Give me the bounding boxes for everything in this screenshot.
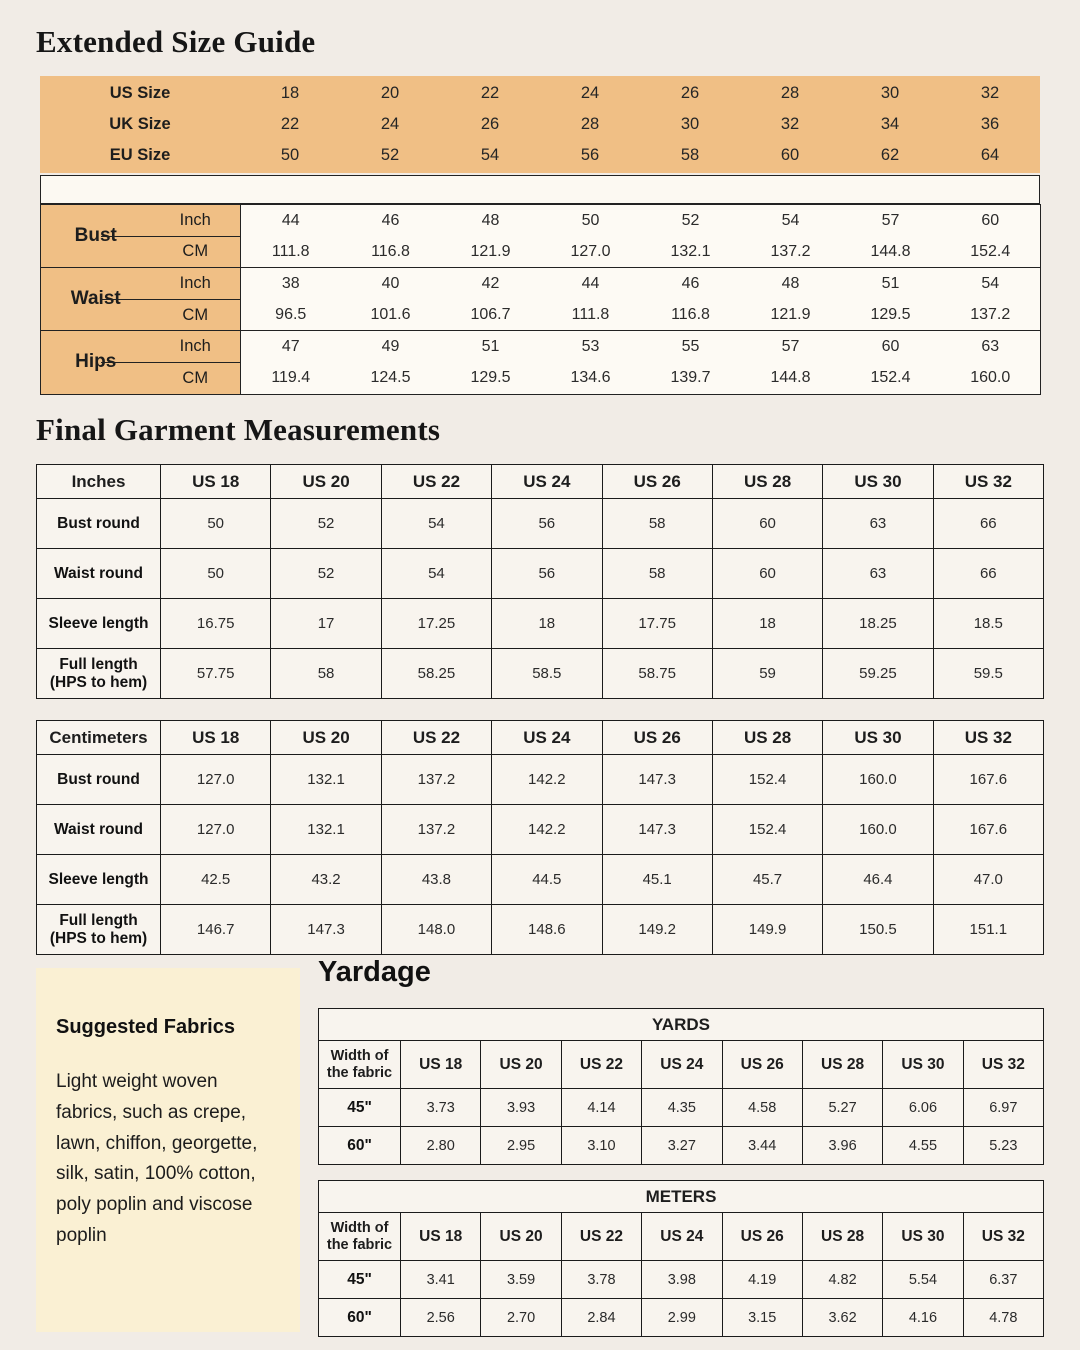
- unit-label-inch: Inch: [151, 205, 241, 237]
- table-row: [37, 499, 1044, 549]
- size-chart-row-label: EU Size: [109, 146, 171, 164]
- suggested-fabrics-box: [36, 968, 300, 1332]
- body-measurement-value: 121.9: [741, 299, 841, 331]
- unit-label-inch: Inch: [151, 268, 241, 300]
- size-column-header: US 32: [933, 465, 1043, 499]
- measurement-value: 151.1: [933, 905, 1043, 955]
- size-column-header: US 26: [602, 465, 712, 499]
- yardage-unit-title: METERS: [319, 1181, 1044, 1213]
- yardage-value: 4.16: [883, 1299, 963, 1337]
- table-corner-label: Width of the fabric: [319, 1213, 401, 1261]
- body-measurement-value: 121.9: [441, 236, 541, 268]
- size-column-header: US 22: [561, 1041, 641, 1089]
- yardage-value: 2.70: [481, 1299, 561, 1337]
- measurement-row-label: Waist round: [37, 549, 161, 599]
- measurement-row-label: Full length (HPS to hem): [37, 905, 161, 955]
- measurement-value: 58: [602, 499, 712, 549]
- body-measurement-value: 144.8: [841, 236, 941, 268]
- yardage-value: 4.14: [561, 1089, 641, 1127]
- size-chart-value: 22: [280, 115, 300, 133]
- measurement-value: 148.0: [381, 905, 491, 955]
- table-header-row: [319, 1213, 1044, 1261]
- size-chart-value: 56: [580, 146, 600, 164]
- body-measurement-value: 137.2: [941, 299, 1041, 331]
- yardage-value: 4.58: [722, 1089, 802, 1127]
- measurement-value: 56: [492, 499, 602, 549]
- measurement-value: 57.75: [161, 649, 271, 699]
- size-column-header: US 24: [642, 1041, 722, 1089]
- garment-measurements-cm-table: [36, 720, 1044, 955]
- yardage-title: Yardage: [318, 956, 431, 988]
- body-measurement-value: 60: [841, 331, 941, 363]
- size-column-header: US 30: [883, 1213, 963, 1261]
- size-chart-value: 30: [680, 115, 700, 133]
- table-header-row: [37, 465, 1044, 499]
- measurement-value: 45.1: [602, 855, 712, 905]
- size-chart-row: [40, 109, 1040, 140]
- body-measurement-value: 139.7: [641, 362, 741, 394]
- fabric-width-label: 60": [319, 1127, 401, 1165]
- body-measurement-value: 111.8: [541, 299, 641, 331]
- body-measurement-value: 116.8: [641, 299, 741, 331]
- measurement-group-label: Hips: [41, 331, 151, 394]
- measurement-value: 18: [712, 599, 822, 649]
- size-column-header: US 26: [722, 1213, 802, 1261]
- size-chart-row-label: US Size: [109, 84, 171, 102]
- measurement-value: 16.75: [161, 599, 271, 649]
- measurement-row-label: Bust round: [37, 499, 161, 549]
- body-measurement-value: 57: [741, 331, 841, 363]
- size-column-header: US 22: [561, 1213, 641, 1261]
- measurement-value: 167.6: [933, 805, 1043, 855]
- size-chart-row: [40, 78, 1040, 109]
- measurement-value: 149.2: [602, 905, 712, 955]
- measurement-value: 18: [492, 599, 602, 649]
- body-measurement-value: 52: [641, 205, 741, 237]
- table-corner-label: Width of the fabric: [319, 1041, 401, 1089]
- measurement-value: 17.25: [381, 599, 491, 649]
- measurement-value: 132.1: [271, 755, 381, 805]
- body-measurement-value: 48: [441, 205, 541, 237]
- measurement-value: 66: [933, 549, 1043, 599]
- table-row: [319, 1261, 1044, 1299]
- body-measurement-value: 42: [441, 268, 541, 300]
- body-measurement-value: 60: [941, 205, 1041, 237]
- size-column-header: US 28: [712, 465, 822, 499]
- measurement-value: 127.0: [161, 755, 271, 805]
- unit-label-cm: CM: [151, 362, 241, 394]
- measurement-value: 66: [933, 499, 1043, 549]
- body-measurement-value: 134.6: [541, 362, 641, 394]
- yardage-value: 3.10: [561, 1127, 641, 1165]
- yardage-value: 4.82: [802, 1261, 882, 1299]
- measurement-value: 147.3: [271, 905, 381, 955]
- measurement-row-label: Sleeve length: [37, 599, 161, 649]
- size-column-header: US 32: [963, 1041, 1043, 1089]
- measurement-row-label: Full length (HPS to hem): [37, 649, 161, 699]
- measurement-value: 50: [161, 549, 271, 599]
- body-measurement-value: 152.4: [841, 362, 941, 394]
- measurement-value: 137.2: [381, 755, 491, 805]
- size-chart-value: 36: [980, 115, 1000, 133]
- table-row: [37, 855, 1044, 905]
- size-chart-value: 26: [480, 115, 500, 133]
- yardage-value: 3.15: [722, 1299, 802, 1337]
- body-measurement-value: 144.8: [741, 362, 841, 394]
- body-measurement-value: 96.5: [241, 299, 341, 331]
- measurement-value: 137.2: [381, 805, 491, 855]
- measurement-value: 59.5: [933, 649, 1043, 699]
- body-measurement-value: 124.5: [341, 362, 441, 394]
- yardage-value: 6.06: [883, 1089, 963, 1127]
- size-chart-value: 32: [780, 115, 800, 133]
- body-measurement-value: 50: [541, 205, 641, 237]
- table-row: [319, 1299, 1044, 1337]
- body-measurement-value: 137.2: [741, 236, 841, 268]
- measurement-value: 43.8: [381, 855, 491, 905]
- size-column-header: US 20: [481, 1041, 561, 1089]
- body-measurement-row: [41, 299, 1041, 331]
- size-chart-value: 20: [380, 84, 400, 102]
- yardage-value: 2.84: [561, 1299, 641, 1337]
- measurement-value: 43.2: [271, 855, 381, 905]
- body-measurement-value: 44: [541, 268, 641, 300]
- measurement-value: 132.1: [271, 805, 381, 855]
- size-column-header: US 20: [481, 1213, 561, 1261]
- yardage-value: 2.95: [481, 1127, 561, 1165]
- measurement-value: 142.2: [492, 755, 602, 805]
- measurement-value: 127.0: [161, 805, 271, 855]
- yardage-value: 3.41: [401, 1261, 481, 1299]
- size-chart-value: 64: [980, 146, 1000, 164]
- measurement-value: 142.2: [492, 805, 602, 855]
- page-title: Extended Size Guide: [36, 24, 316, 59]
- yardage-value: 3.96: [802, 1127, 882, 1165]
- size-chart-value: 54: [480, 146, 500, 164]
- measurement-row-label: Sleeve length: [37, 855, 161, 905]
- size-chart-value: 28: [780, 84, 800, 102]
- measurement-value: 58.25: [381, 649, 491, 699]
- body-measurement-value: 54: [941, 268, 1041, 300]
- yardage-unit-title: YARDS: [319, 1009, 1044, 1041]
- size-column-header: US 32: [933, 721, 1043, 755]
- size-column-header: US 28: [802, 1041, 882, 1089]
- body-measurement-value: 48: [741, 268, 841, 300]
- body-measurement-value: 49: [341, 331, 441, 363]
- table-corner-label: Inches: [37, 465, 161, 499]
- measurement-value: 58: [602, 549, 712, 599]
- measurement-value: 63: [823, 499, 933, 549]
- body-measurement-row: [41, 205, 1041, 237]
- table-row: [37, 599, 1044, 649]
- size-column-header: US 26: [602, 721, 712, 755]
- table-row: [319, 1127, 1044, 1165]
- table-row: [37, 549, 1044, 599]
- suggested-fabrics-text: Light weight woven fabrics, such as crepe, lawn, chiffon, georgette, silk, satin, 100% cotton, poly poplin and viscose poplin: [56, 1071, 258, 1246]
- yardage-value: 6.37: [963, 1261, 1043, 1299]
- fabric-width-label: 45": [319, 1089, 401, 1127]
- yardage-unit-title-row: [319, 1181, 1044, 1213]
- body-measurement-value: 111.8: [241, 236, 341, 268]
- size-column-header: US 26: [722, 1041, 802, 1089]
- body-measurement-row: [41, 331, 1041, 363]
- body-measurement-value: 129.5: [441, 362, 541, 394]
- body-measurement-value: 46: [641, 268, 741, 300]
- size-column-header: US 32: [963, 1213, 1043, 1261]
- size-column-header: US 30: [823, 465, 933, 499]
- measurement-group-label: Bust: [41, 205, 151, 268]
- yardage-value: 3.73: [401, 1089, 481, 1127]
- body-measurement-value: 119.4: [241, 362, 341, 394]
- yardage-value: 4.35: [642, 1089, 722, 1127]
- unit-label-cm: CM: [151, 299, 241, 331]
- measurement-value: 59.25: [823, 649, 933, 699]
- unit-label-inch: Inch: [151, 331, 241, 363]
- size-chart-value: 24: [580, 84, 600, 102]
- yardage-value: 3.62: [802, 1299, 882, 1337]
- measurement-value: 58.75: [602, 649, 712, 699]
- body-measurement-value: 54: [741, 205, 841, 237]
- blank-strip: [40, 175, 1040, 204]
- size-column-header: US 22: [381, 721, 491, 755]
- yardage-value: 2.80: [401, 1127, 481, 1165]
- measurement-value: 167.6: [933, 755, 1043, 805]
- measurement-value: 160.0: [823, 755, 933, 805]
- yardage-value: 2.56: [401, 1299, 481, 1337]
- measurement-value: 59: [712, 649, 822, 699]
- size-chart-value: 34: [880, 115, 900, 133]
- body-measurement-value: 51: [841, 268, 941, 300]
- unit-label-cm: CM: [151, 236, 241, 268]
- size-chart-value: 28: [580, 115, 600, 133]
- measurement-value: 45.7: [712, 855, 822, 905]
- measurement-row-label: Bust round: [37, 755, 161, 805]
- measurement-value: 54: [381, 549, 491, 599]
- yardage-value: 4.78: [963, 1299, 1043, 1337]
- size-chart-value: 22: [480, 84, 500, 102]
- size-column-header: US 18: [401, 1213, 481, 1261]
- measurement-value: 149.9: [712, 905, 822, 955]
- body-measurement-value: 44: [241, 205, 341, 237]
- measurement-value: 146.7: [161, 905, 271, 955]
- size-chart-value: 52: [380, 146, 400, 164]
- size-column-header: US 20: [271, 721, 381, 755]
- measurement-value: 42.5: [161, 855, 271, 905]
- body-measurement-row: [41, 236, 1041, 268]
- body-measurement-value: 132.1: [641, 236, 741, 268]
- yardage-value: 3.78: [561, 1261, 641, 1299]
- measurement-value: 46.4: [823, 855, 933, 905]
- yardage-value: 3.93: [481, 1089, 561, 1127]
- measurement-value: 147.3: [602, 755, 712, 805]
- measurement-value: 147.3: [602, 805, 712, 855]
- yardage-value: 3.27: [642, 1127, 722, 1165]
- size-chart-value: 30: [880, 84, 900, 102]
- size-chart-row: [40, 140, 1040, 171]
- size-chart-value: 26: [680, 84, 700, 102]
- table-row: [319, 1089, 1044, 1127]
- size-chart-value: 62: [880, 146, 900, 164]
- garment-measurements-inches-table: [36, 464, 1044, 699]
- measurement-value: 47.0: [933, 855, 1043, 905]
- size-column-header: US 24: [642, 1213, 722, 1261]
- measurement-value: 54: [381, 499, 491, 549]
- measurement-value: 148.6: [492, 905, 602, 955]
- size-chart-value: 50: [280, 146, 300, 164]
- body-measurement-value: 46: [341, 205, 441, 237]
- body-measurement-value: 38: [241, 268, 341, 300]
- size-column-header: US 18: [161, 721, 271, 755]
- measurement-value: 52: [271, 499, 381, 549]
- measurement-row-label: Waist round: [37, 805, 161, 855]
- size-column-header: US 18: [401, 1041, 481, 1089]
- measurement-value: 152.4: [712, 755, 822, 805]
- body-measurement-value: 160.0: [941, 362, 1041, 394]
- yardage-value: 6.97: [963, 1089, 1043, 1127]
- table-row: [37, 755, 1044, 805]
- size-chart-value: 32: [980, 84, 1000, 102]
- yardage-value: 5.27: [802, 1089, 882, 1127]
- measurement-value: 160.0: [823, 805, 933, 855]
- table-row: [37, 905, 1044, 955]
- body-measurement-value: 57: [841, 205, 941, 237]
- size-column-header: US 20: [271, 465, 381, 499]
- body-measurement-value: 152.4: [941, 236, 1041, 268]
- size-column-header: US 28: [802, 1213, 882, 1261]
- size-column-header: US 30: [823, 721, 933, 755]
- measurement-value: 18.5: [933, 599, 1043, 649]
- yardage-meters-table: [318, 1180, 1044, 1337]
- yardage-unit-title-row: [319, 1009, 1044, 1041]
- size-chart-value: 60: [780, 146, 800, 164]
- yardage-value: 3.59: [481, 1261, 561, 1299]
- table-header-row: [319, 1041, 1044, 1089]
- body-measurement-value: 53: [541, 331, 641, 363]
- body-measurement-value: 101.6: [341, 299, 441, 331]
- body-measurement-value: 129.5: [841, 299, 941, 331]
- table-row: [37, 649, 1044, 699]
- body-measurement-value: 47: [241, 331, 341, 363]
- body-measurement-value: 106.7: [441, 299, 541, 331]
- measurement-value: 44.5: [492, 855, 602, 905]
- fabric-width-label: 60": [319, 1299, 401, 1337]
- body-measurement-value: 116.8: [341, 236, 441, 268]
- measurement-value: 152.4: [712, 805, 822, 855]
- size-column-header: US 24: [492, 465, 602, 499]
- size-chart-value: 18: [280, 84, 300, 102]
- measurement-value: 56: [492, 549, 602, 599]
- size-chart-value: 24: [380, 115, 400, 133]
- body-measurement-value: 127.0: [541, 236, 641, 268]
- yardage-value: 4.55: [883, 1127, 963, 1165]
- body-measurement-row: [41, 362, 1041, 394]
- yardage-value: 2.99: [642, 1299, 722, 1337]
- size-column-header: US 18: [161, 465, 271, 499]
- size-column-header: US 24: [492, 721, 602, 755]
- measurement-value: 63: [823, 549, 933, 599]
- measurement-value: 58: [271, 649, 381, 699]
- table-row: [37, 805, 1044, 855]
- measurement-value: 17.75: [602, 599, 712, 649]
- size-column-header: US 30: [883, 1041, 963, 1089]
- size-conversion-chart: [40, 76, 1040, 173]
- body-measurement-value: 51: [441, 331, 541, 363]
- measurement-value: 60: [712, 549, 822, 599]
- yardage-value: 5.23: [963, 1127, 1043, 1165]
- yardage-value: 5.54: [883, 1261, 963, 1299]
- size-chart-row-label: UK Size: [109, 115, 171, 133]
- body-measurement-row: [41, 268, 1041, 300]
- measurement-value: 58.5: [492, 649, 602, 699]
- size-column-header: US 28: [712, 721, 822, 755]
- suggested-fabrics-title: Suggested Fabrics: [56, 1016, 235, 1038]
- table-corner-label: Centimeters: [37, 721, 161, 755]
- section-title-final-garment-measurements: Final Garment Measurements: [36, 412, 441, 447]
- yardage-value: 4.19: [722, 1261, 802, 1299]
- measurement-value: 50: [161, 499, 271, 549]
- body-measurement-value: 63: [941, 331, 1041, 363]
- fabric-width-label: 45": [319, 1261, 401, 1299]
- yardage-value: 3.98: [642, 1261, 722, 1299]
- measurement-value: 150.5: [823, 905, 933, 955]
- measurement-value: 52: [271, 549, 381, 599]
- measurement-value: 17: [271, 599, 381, 649]
- measurement-value: 60: [712, 499, 822, 549]
- body-measurements-table: [40, 204, 1041, 395]
- measurement-group-label: Waist: [41, 268, 151, 331]
- table-header-row: [37, 721, 1044, 755]
- body-measurement-value: 55: [641, 331, 741, 363]
- body-measurement-value: 40: [341, 268, 441, 300]
- yardage-value: 3.44: [722, 1127, 802, 1165]
- measurement-value: 18.25: [823, 599, 933, 649]
- size-column-header: US 22: [381, 465, 491, 499]
- yardage-yards-table: [318, 1008, 1044, 1165]
- size-chart-value: 58: [680, 146, 700, 164]
